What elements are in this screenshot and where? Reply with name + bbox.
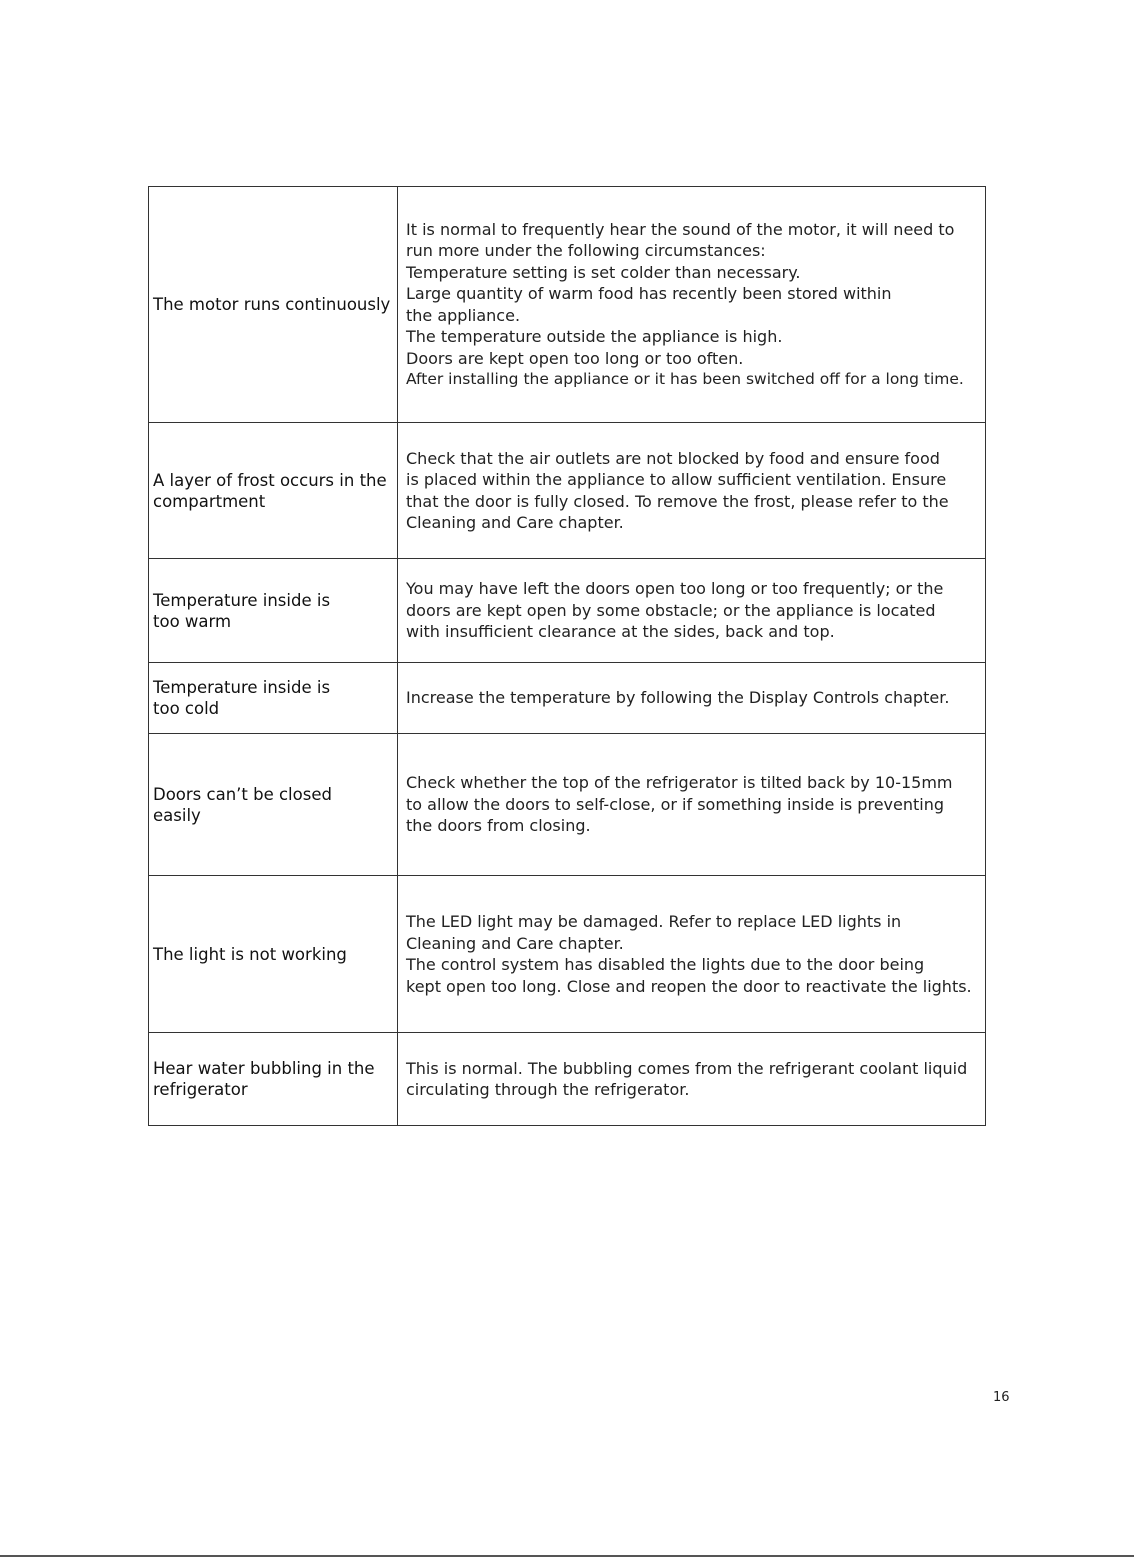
problem-cell	[149, 734, 398, 876]
solution-text: is placed within the appliance to allow sufficient ventilation. Ensure	[406, 470, 947, 489]
problem-text: refrigerator	[153, 1080, 248, 1099]
solution-text: The control system has disabled the lights due to the door being	[406, 955, 925, 974]
problem-text: Temperature inside is	[153, 678, 331, 697]
problem-cell	[149, 187, 398, 423]
table-row	[149, 187, 986, 423]
problem-cell	[149, 559, 398, 663]
solution-text: You may have left the doors open too long or too frequently; or the	[406, 579, 944, 599]
solution-text: Doors are kept open too long or too often.	[406, 348, 744, 368]
solution-cell	[398, 663, 986, 734]
problem-text: easily	[153, 805, 201, 825]
problem-text: The motor runs continuously	[153, 295, 391, 314]
solution-text: Cleaning and Care chapter.	[406, 513, 624, 532]
solution-text: This is normal. The bubbling comes from the refrigerant coolant liquid	[406, 1058, 968, 1078]
problem-text: A layer of frost occurs in the	[153, 470, 387, 490]
solution-text: Cleaning and Care chapter.	[406, 933, 624, 953]
solution-text: that the door is fully closed. To remove the frost, please refer to the	[406, 491, 949, 511]
table-row	[149, 734, 986, 876]
problem-text: Hear water bubbling in the	[153, 1059, 375, 1078]
solution-cell	[398, 559, 986, 663]
problem-text: too cold	[153, 699, 220, 718]
solution-text: Large quantity of warm food has recently been stored within	[406, 284, 892, 303]
solution-text: The LED light may be damaged. Refer to replace LED lights in	[406, 912, 902, 931]
problem-cell	[149, 1033, 398, 1126]
problem-cell	[149, 876, 398, 1033]
troubleshooting-table	[148, 186, 986, 1126]
problem-cell	[149, 663, 398, 734]
solution-text: The temperature outside the appliance is high.	[406, 327, 783, 346]
solution-text: Check whether the top of the refrigerator is tilted back by 10-15mm	[406, 773, 953, 793]
solution-cell	[398, 1033, 986, 1126]
solution-cell	[398, 876, 986, 1033]
solution-cell	[398, 734, 986, 876]
problem-text: compartment	[153, 491, 266, 511]
troubleshooting-table-body	[149, 187, 986, 1126]
problem-text: The light is not working	[153, 944, 347, 964]
solution-text: the doors from closing.	[406, 816, 591, 836]
problem-cell	[149, 423, 398, 559]
troubleshooting-table-container	[148, 186, 986, 1126]
solution-text: kept open too long. Close and reopen the door to reactivate the lights.	[406, 976, 972, 996]
solution-text: run more under the following circumstances:	[406, 241, 766, 260]
solution-text: circulating through the refrigerator.	[406, 1080, 690, 1099]
page-number: 16	[993, 1390, 1010, 1405]
solution-text: Check that the air outlets are not blocked by food and ensure food	[406, 448, 940, 468]
solution-text: doors are kept open by some obstacle; or the appliance is located	[406, 600, 936, 620]
solution-text: It is normal to frequently hear the sound of the motor, it will need to	[406, 219, 955, 239]
problem-text: Doors can’t be closed	[153, 784, 332, 804]
table-row	[149, 663, 986, 734]
solution-text: Temperature setting is set colder than necessary.	[406, 262, 801, 282]
solution-text: the appliance.	[406, 305, 521, 325]
table-row	[149, 1033, 986, 1126]
solution-cell	[398, 187, 986, 423]
table-row	[149, 559, 986, 663]
solution-text: After installing the appliance or it has been switched off for a long time.	[406, 370, 964, 388]
solution-text: Increase the temperature by following the Display Controls chapter.	[406, 688, 950, 708]
problem-text: too warm	[153, 611, 232, 631]
solution-text: with insufficient clearance at the sides, back and top.	[406, 622, 835, 642]
table-row	[149, 876, 986, 1033]
table-row	[149, 423, 986, 559]
solution-cell	[398, 423, 986, 559]
solution-text: to allow the doors to self-close, or if something inside is preventing	[406, 794, 944, 814]
problem-text: Temperature inside is	[153, 590, 331, 610]
